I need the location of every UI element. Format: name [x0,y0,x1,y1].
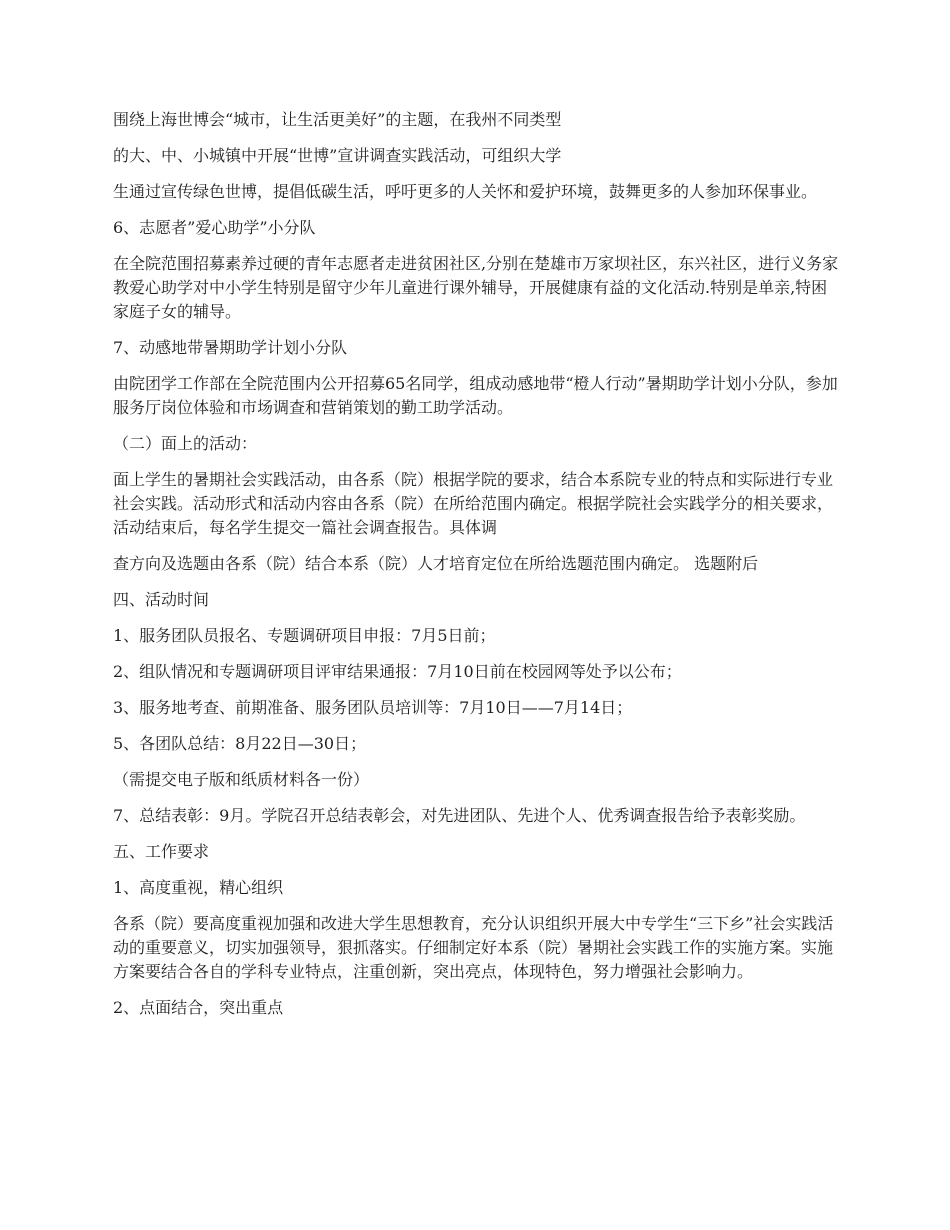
paragraph-1: 围绕上海世博会“城市，让生活更美好”的主题，在我州不同类型 [113,110,562,129]
paragraph-3: 生通过宣传绿色世博，提倡低碳生活，呼吁更多的人关怀和爱护环境，鼓舞更多的人参加环保事业。 [113,182,818,201]
schedule-item-3: 3、服务地考查、前期准备、服务团队员培训等：7月10日——7月14日； [113,698,633,717]
section-heading-general-activities: （二）面上的活动： [113,434,258,453]
schedule-note: （需提交电子版和纸质材料各一份） [113,770,370,789]
schedule-item-7: 7、总结表彰：9月。学院召开总结表彰会，对先进团队、先进个人、优秀调查报告给予表彰奖励。 [113,806,806,825]
section-heading-work-requirements: 五、工作要求 [113,842,210,861]
schedule-item-1: 1、服务团队员报名、专题调研项目申报：7月5日前； [113,626,496,645]
section-heading-activity-time: 四、活动时间 [113,590,210,609]
paragraph-2: 的大、中、小城镇中开展“世博”宣讲调查实践活动，可组织大学 [113,146,562,165]
document-page [113,108,843,1032]
paragraph-5: 在全院范围招募素养过硬的青年志愿者走进贫困社区,分别在楚雄市万家坝社区，东兴社区，进行义务家教爱心助学对中小学生特别是留守少年儿童进行课外辅导，开展健康有益的文化活动.特别是单亲,特困家庭子女的辅导。 [113,254,839,321]
schedule-item-2: 2、组队情况和专题调研项目评审结果通报：7月10日前在校园网等处予以公布； [113,662,682,681]
schedule-item-5: 5、各团队总结：8月22日—30日； [113,734,367,753]
requirement-heading-1: 1、高度重视，精心组织 [113,878,284,897]
paragraph-9: 面上学生的暑期社会实践活动，由各系（院）根据学院的要求，结合本系院专业的特点和实际进行专业社会实践。活动形式和活动内容由各系（院）在所给范围内确定。根据学院社会实践学分的相关要求，活动结束后，每名学生提交一篇社会调查报告。具体调 [113,470,834,537]
requirement-body-1: 各系（院）要高度重视加强和改进大学生思想教育，充分认识组织开展大中专学生“三下乡”社会实践活动的重要意义，切实加强领导，狠抓落实。仔细制定好本系（院）暑期社会实践工作的实施方案。实施方案要结合各自的学科专业特点，注重创新，突出亮点，体现特色，努力增强社会影响力。 [113,914,834,981]
section-heading-summer-aid-team: 7、动感地带暑期助学计划小分队 [113,338,348,357]
requirement-heading-2: 2、点面结合，突出重点 [113,998,284,1017]
paragraph-10: 查方向及选题由各系（院）结合本系（院）人才培育定位在所给选题范围内确定。 选题附后 [113,554,759,573]
section-heading-volunteer-team: 6、志愿者”爱心助学”小分队 [113,218,316,237]
paragraph-7: 由院团学工作部在全院范围内公开招募65名同学，组成动感地带“橙人行动”暑期助学计划小分队，参加服务厅岗位体验和市场调查和营销策划的勤工助学活动。 [113,374,838,417]
